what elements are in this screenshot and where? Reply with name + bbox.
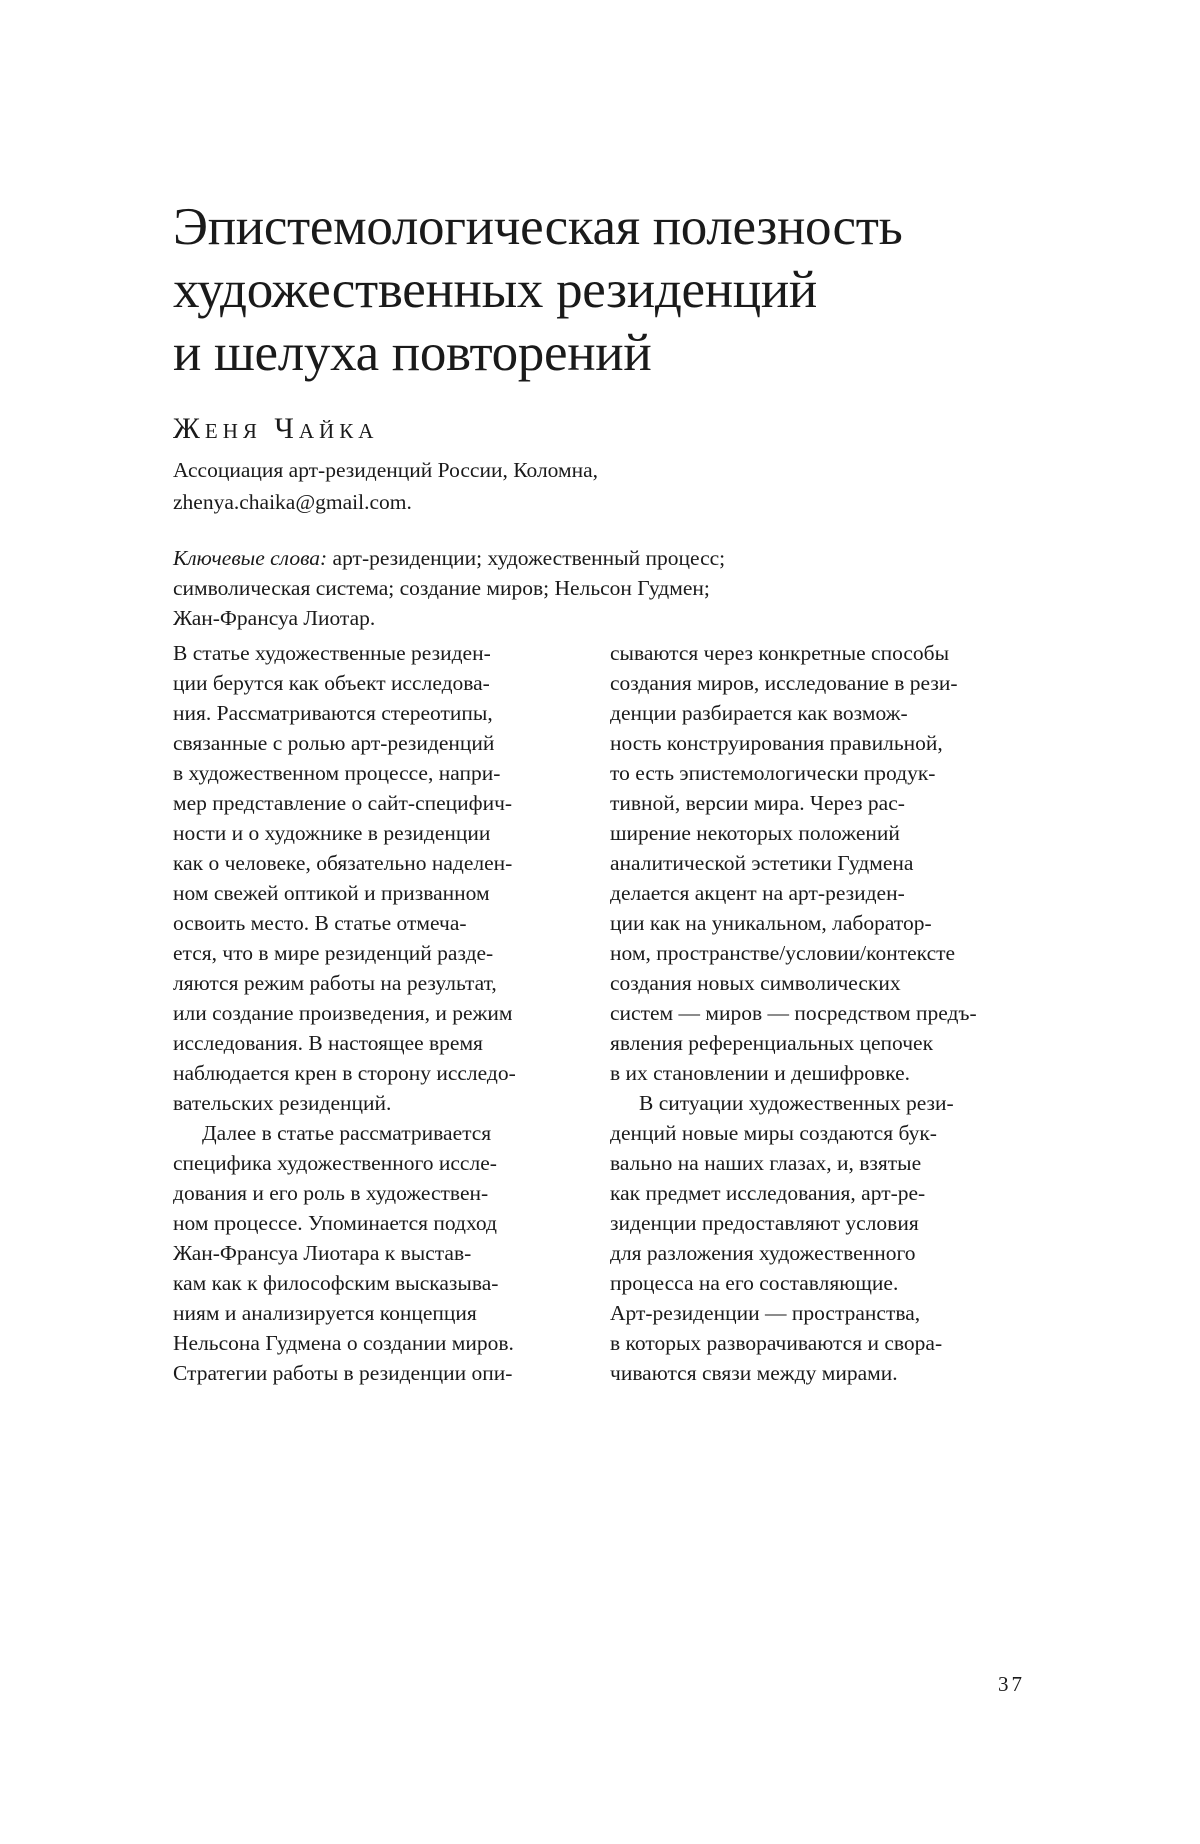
abstract-line: ном, пространстве/условии/контексте — [610, 941, 956, 965]
abstract-line: как предмет исследования, арт-ре- — [610, 1181, 926, 1205]
abstract-line: наблюдается крен в сторону исследо- — [173, 1061, 516, 1085]
abstract-line: то есть эпистемологически продук- — [610, 761, 936, 785]
abstract-line: явления референциальных цепочек — [610, 1031, 934, 1055]
abstract-line: сываются через конкретные способы — [610, 641, 950, 665]
abstract-line: зиденции предоставляют условия — [610, 1211, 919, 1235]
abstract-line: освоить место. В статье отмеча- — [173, 911, 467, 935]
abstract-line: мер представление о сайт-специфич- — [173, 791, 513, 815]
abstract-line: как о человеке, обязательно наделен- — [173, 851, 513, 875]
abstract-line: ляются режим работы на результат, — [173, 971, 497, 995]
abstract-line: создания миров, исследование в рези- — [610, 671, 958, 695]
abstract-line: в художественном процессе, напри- — [173, 761, 501, 785]
title-line: художественных резиденций — [173, 261, 817, 319]
abstract-line: Стратегии работы в резиденции опи- — [173, 1361, 513, 1385]
abstract-line: В ситуации художественных рези- — [639, 1091, 954, 1115]
title-line: и шелуха повторений — [173, 324, 652, 382]
abstract-line: ширение некоторых положений — [610, 821, 900, 845]
abstract-line: ниям и анализируется концепция — [173, 1301, 477, 1325]
abstract-line: вально на наших глазах, и, взятые — [610, 1151, 922, 1175]
abstract-line: денции разбирается как возмож- — [610, 701, 908, 725]
abstract-line: Далее в статье рассматривается — [202, 1121, 492, 1145]
abstract-columns — [173, 638, 1033, 1398]
page-number: 37 — [998, 1672, 1025, 1696]
author-name: Женя Чайка — [173, 412, 379, 445]
abstract-line: ния. Рассматриваются стереотипы, — [173, 701, 493, 725]
abstract-line: создания новых символических — [610, 971, 901, 995]
abstract-line: процесса на его составляющие. — [610, 1271, 899, 1295]
keywords-line: символическая система; создание миров; Нельсон Гудмен; — [173, 576, 710, 600]
article-page — [173, 196, 1033, 1385]
abstract-line: в которых разворачиваются и свора- — [610, 1331, 943, 1355]
abstract-right-column — [610, 638, 1030, 1388]
author-affiliation — [173, 454, 1033, 518]
keywords-label: Ключевые слова: — [173, 546, 328, 570]
abstract-line: ции как на уникальном, лаборатор- — [610, 911, 932, 935]
abstract-line: ность конструирования правильной, — [610, 731, 943, 755]
abstract-line: денций новые миры создаются бук- — [610, 1121, 937, 1145]
abstract-line: систем — миров — посредством предъ- — [610, 1001, 977, 1025]
abstract-line: специфика художественного иссле- — [173, 1151, 497, 1175]
abstract-line: Арт-резиденции — пространства, — [610, 1301, 921, 1325]
abstract-line: тивной, версии мира. Через рас- — [610, 791, 905, 815]
abstract-line: ции берутся как объект исследова- — [173, 671, 490, 695]
abstract-line: исследования. В настоящее время — [173, 1031, 483, 1055]
abstract-line: Жан-Франсуа Лиотара к выстав- — [173, 1241, 472, 1265]
abstract-line: Нельсона Гудмена о создании миров. — [173, 1331, 514, 1355]
abstract-line: ется, что в мире резиденций разде- — [173, 941, 494, 965]
keywords-line: Жан-Франсуа Лиотар. — [173, 606, 376, 630]
title-line: Эпистемологическая полезность — [173, 198, 903, 256]
abstract-line: чиваются связи между мирами. — [610, 1361, 898, 1385]
keywords-text: арт-резиденции; художественный процесс; — [327, 546, 726, 570]
affiliation-email: zhenya.chaika@gmail.com. — [173, 490, 412, 514]
abstract-line: связанные с ролью арт-резиденций — [173, 731, 495, 755]
keywords-block — [173, 543, 1033, 633]
article-title — [173, 196, 1033, 385]
abstract-line: в их становлении и дешифровке. — [610, 1061, 911, 1085]
abstract-line: аналитической эстетики Гудмена — [610, 851, 914, 875]
abstract-line: ном процессе. Упоминается подход — [173, 1211, 497, 1235]
abstract-line: ном свежей оптикой и призванном — [173, 881, 490, 905]
abstract-line: делается акцент на арт-резиден- — [610, 881, 905, 905]
abstract-line: ности и о художнике в резиденции — [173, 821, 491, 845]
abstract-line: дования и его роль в художествен- — [173, 1181, 489, 1205]
abstract-line: для разложения художественного — [610, 1241, 916, 1265]
abstract-left-column — [173, 638, 593, 1388]
abstract-line: вательских резиденций. — [173, 1091, 392, 1115]
affiliation-line: Ассоциация арт-резиденций России, Коломна, — [173, 458, 599, 482]
abstract-line: или создание произведения, и режим — [173, 1001, 513, 1025]
keywords-line — [173, 543, 1033, 573]
abstract-line: кам как к философским высказыва- — [173, 1271, 499, 1295]
abstract-line: В статье художественные резиден- — [173, 641, 491, 665]
